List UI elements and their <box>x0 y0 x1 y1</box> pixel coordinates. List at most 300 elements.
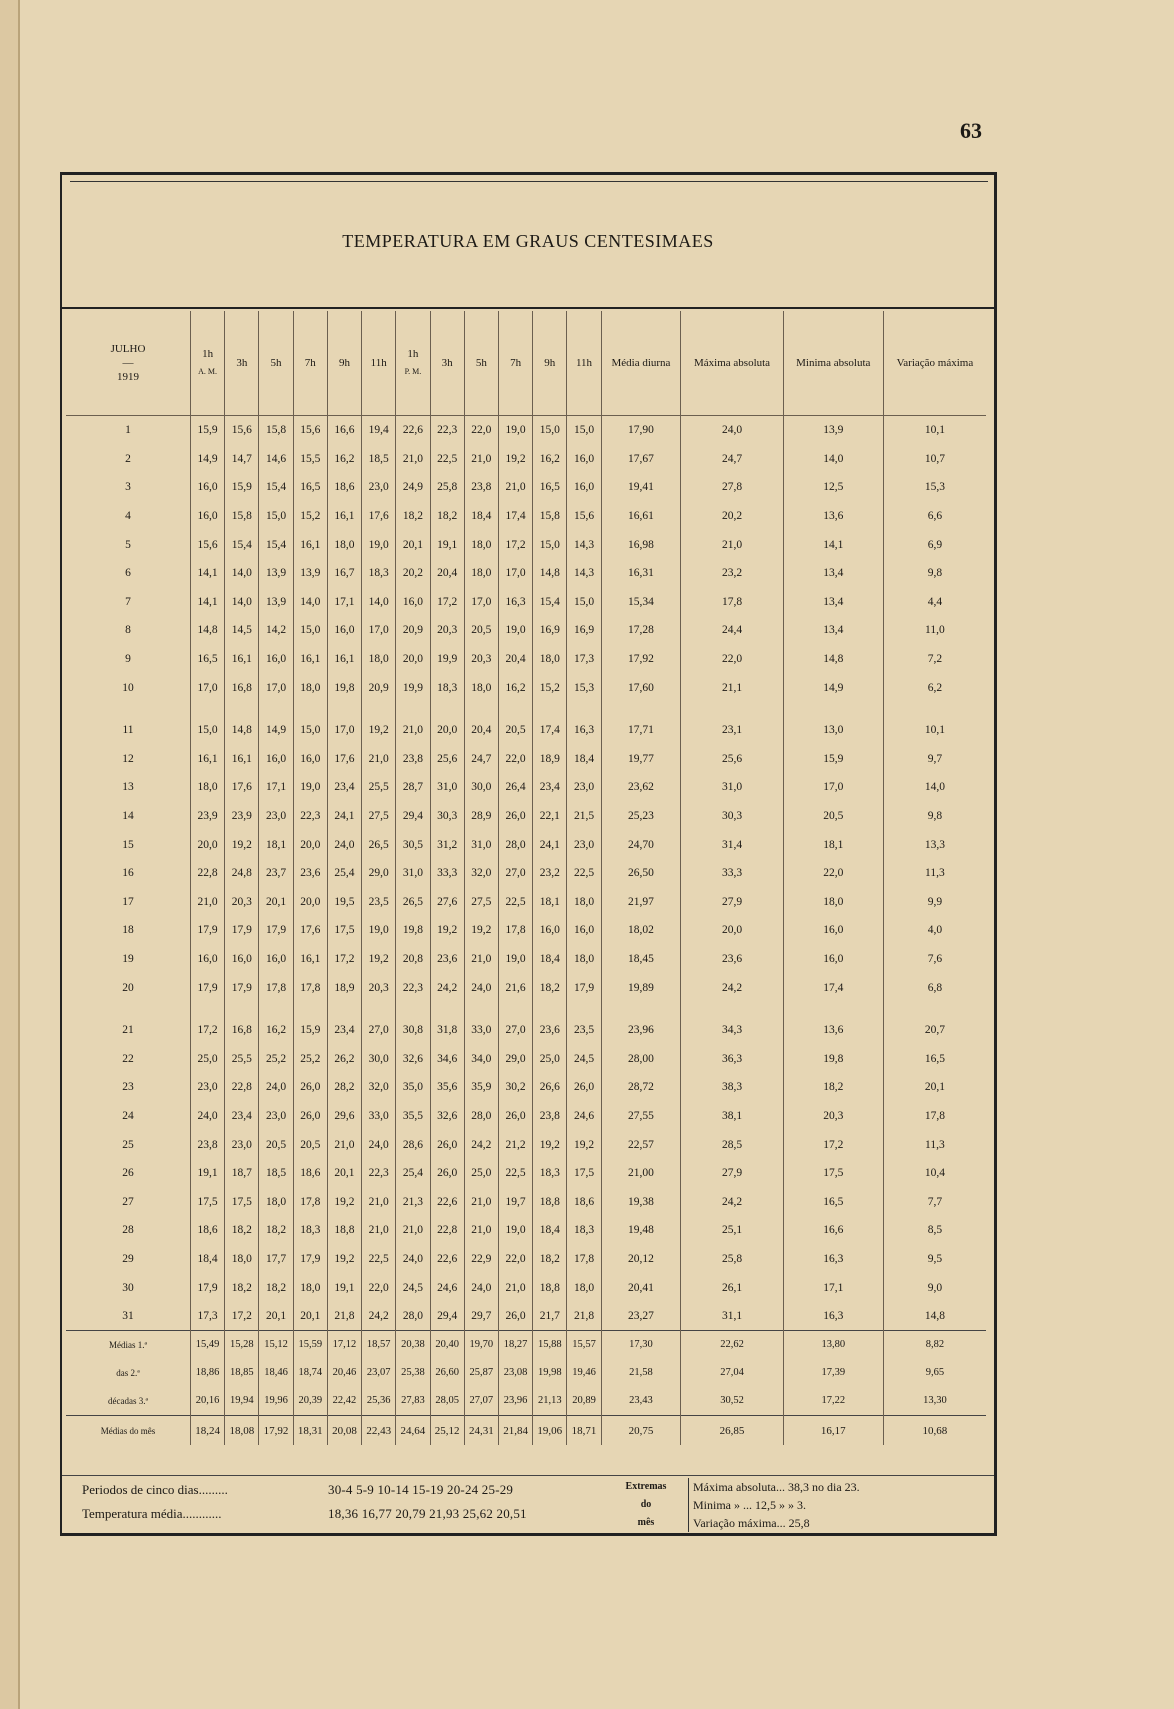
value-cell: 17,5 <box>783 1159 883 1188</box>
value-cell: 17,8 <box>293 1187 327 1216</box>
value-cell: 22,0 <box>362 1273 396 1302</box>
decade-mean-value: 17,12 <box>332 1339 357 1351</box>
value-cell: 34,6 <box>430 1044 464 1073</box>
day-cell: 21 <box>122 1024 134 1037</box>
value-cell: 17,60 <box>601 673 681 702</box>
value-cell: 21,0 <box>498 473 532 502</box>
value-cell: 20,7 <box>883 1016 986 1045</box>
table-row <box>66 1273 986 1302</box>
value-cell: 16,8 <box>225 1016 259 1045</box>
value-cell: 30,3 <box>430 802 464 831</box>
value-cell: 28,72 <box>601 1073 681 1102</box>
decade-ordinal: 1.ª <box>137 1340 147 1351</box>
hour-label: 5h <box>475 357 487 369</box>
decade-ordinal: 3.ª <box>138 1396 148 1407</box>
value-cell: 19,8 <box>396 916 430 945</box>
value-cell: 20,0 <box>681 916 783 945</box>
gap-cell <box>498 1002 532 1016</box>
value-cell: 23,8 <box>191 1130 225 1159</box>
decade-mean-value: 13,30 <box>923 1395 947 1407</box>
periods-label: Periodos de cinco dias......... <box>82 1482 228 1497</box>
day-cell: 27 <box>122 1195 134 1208</box>
value-cell: 18,1 <box>259 830 293 859</box>
value-cell: 17,9 <box>225 916 259 945</box>
value-cell: 25,0 <box>533 1044 567 1073</box>
decade-label-word: décadas <box>108 1396 137 1407</box>
decade-mean-value: 17,30 <box>629 1339 653 1351</box>
table-row <box>66 530 986 559</box>
table-title: TEMPERATURA EM GRAUS CENTESIMAES <box>342 231 714 251</box>
value-cell: 19,2 <box>430 916 464 945</box>
value-cell: 24,0 <box>327 830 361 859</box>
value-cell: 24,0 <box>362 1130 396 1159</box>
value-cell: 18,0 <box>567 945 601 974</box>
value-cell: 22,0 <box>783 859 883 888</box>
table-row <box>66 773 986 802</box>
value-cell: 20,5 <box>464 616 498 645</box>
value-cell: 15,9 <box>293 1016 327 1045</box>
value-cell: 23,62 <box>601 773 681 802</box>
value-cell: 17,9 <box>191 916 225 945</box>
value-cell: 19,77 <box>601 745 681 774</box>
value-cell: 15,3 <box>567 673 601 702</box>
decade-mean-value: 13,80 <box>821 1339 846 1351</box>
value-cell: 18,2 <box>225 1273 259 1302</box>
table-row <box>66 945 986 974</box>
gap-cell <box>362 702 396 716</box>
value-cell: 20,41 <box>601 1273 681 1302</box>
value-cell: 23,6 <box>533 1016 567 1045</box>
value-cell: 17,9 <box>191 973 225 1002</box>
decade-ordinal: 2.ª <box>130 1368 140 1379</box>
gap-cell <box>259 702 293 716</box>
gap-cell <box>601 1002 681 1016</box>
value-cell: 26,5 <box>396 888 430 917</box>
decade-mean-cell <box>225 1331 259 1416</box>
value-cell: 15,9 <box>225 473 259 502</box>
title-box <box>62 175 994 309</box>
value-cell: 19,89 <box>601 973 681 1002</box>
value-cell: 24,0 <box>191 1102 225 1131</box>
day-cell: 10 <box>122 681 134 694</box>
decade-mean-value: 19,46 <box>572 1367 596 1379</box>
value-cell: 23,9 <box>225 802 259 831</box>
value-cell: 19,0 <box>362 916 396 945</box>
value-cell: 17,0 <box>259 673 293 702</box>
value-cell: 21,6 <box>498 973 532 1002</box>
value-cell: 15,4 <box>259 530 293 559</box>
decade-mean-value: 15,28 <box>230 1339 254 1351</box>
value-cell: 18,4 <box>533 945 567 974</box>
extremas-label-line: Extremas <box>625 1481 667 1492</box>
value-cell: 25,4 <box>396 1159 430 1188</box>
value-cell: 25,6 <box>430 745 464 774</box>
table-row <box>66 859 986 888</box>
value-cell: 20,9 <box>362 673 396 702</box>
value-cell: 4,0 <box>883 916 986 945</box>
value-cell: 16,6 <box>783 1216 883 1245</box>
header-hour <box>464 311 498 416</box>
value-cell: 31,1 <box>681 1302 783 1331</box>
value-cell: 22,6 <box>396 416 430 445</box>
value-cell: 28,0 <box>464 1102 498 1131</box>
gap-cell <box>533 1002 567 1016</box>
value-cell: 21,0 <box>396 445 430 474</box>
value-cell: 11,0 <box>883 616 986 645</box>
value-cell: 10,4 <box>883 1159 986 1188</box>
value-cell: 21,0 <box>464 445 498 474</box>
value-cell: 22,9 <box>464 1245 498 1274</box>
value-cell: 18,9 <box>533 745 567 774</box>
value-cell: 16,0 <box>783 945 883 974</box>
decade-means-label <box>66 1331 191 1416</box>
table-row <box>66 1130 986 1159</box>
value-cell: 20,4 <box>498 645 532 674</box>
decade-label-line <box>66 1387 190 1415</box>
decade-mean-value: 18,74 <box>298 1367 323 1379</box>
value-cell: 28,9 <box>464 802 498 831</box>
value-cell: 16,5 <box>883 1044 986 1073</box>
value-cell: 20,1 <box>396 530 430 559</box>
value-cell: 18,9 <box>327 973 361 1002</box>
value-cell: 18,2 <box>259 1273 293 1302</box>
day-cell: 20 <box>122 981 134 994</box>
value-cell: 38,3 <box>681 1073 783 1102</box>
day-cell: 13 <box>122 781 134 794</box>
value-cell: 17,4 <box>498 502 532 531</box>
value-cell: 15,0 <box>259 502 293 531</box>
table-row <box>66 502 986 531</box>
decade-mean-value: 23,43 <box>629 1395 653 1407</box>
value-cell: 16,31 <box>601 559 681 588</box>
value-cell: 17,8 <box>681 588 783 617</box>
value-cell: 26,0 <box>430 1159 464 1188</box>
value-cell: 18,4 <box>191 1245 225 1274</box>
gap-cell <box>533 702 567 716</box>
value-cell: 27,0 <box>362 1016 396 1045</box>
value-cell: 15,2 <box>533 673 567 702</box>
value-cell: 19,2 <box>362 716 396 745</box>
value-cell: 17,0 <box>498 559 532 588</box>
header-hour <box>430 311 464 416</box>
value-cell: 17,4 <box>783 973 883 1002</box>
value-cell: 29,0 <box>498 1044 532 1073</box>
value-cell: 16,98 <box>601 530 681 559</box>
day-cell: 16 <box>122 867 134 880</box>
day-cell: 11 <box>122 724 134 737</box>
value-cell: 17,6 <box>293 916 327 945</box>
value-cell: 26,0 <box>430 1130 464 1159</box>
value-cell: 27,0 <box>498 1016 532 1045</box>
table-row <box>66 1016 986 1045</box>
value-cell: 14,9 <box>783 673 883 702</box>
value-cell: 17,5 <box>191 1187 225 1216</box>
decade-mean-value: 19,70 <box>469 1339 494 1351</box>
value-cell: 22,5 <box>498 1159 532 1188</box>
value-cell: 7,6 <box>883 945 986 974</box>
month-mean-cell: 18,31 <box>293 1416 327 1445</box>
table-row <box>66 1159 986 1188</box>
value-cell: 30,3 <box>681 802 783 831</box>
value-cell: 16,0 <box>783 916 883 945</box>
value-cell: 17,4 <box>533 716 567 745</box>
value-cell: 20,1 <box>259 888 293 917</box>
value-cell: 17,8 <box>259 973 293 1002</box>
value-cell: 31,0 <box>464 830 498 859</box>
decade-mean-value: 20,89 <box>572 1395 596 1407</box>
gap-cell <box>191 1002 225 1016</box>
value-cell: 10,1 <box>883 716 986 745</box>
day-cell: 12 <box>122 752 134 765</box>
hour-label: 1h <box>407 348 419 360</box>
value-cell: 28,0 <box>498 830 532 859</box>
value-cell: 15,8 <box>533 502 567 531</box>
decade-mean-value: 15,12 <box>264 1339 288 1351</box>
value-cell: 24,1 <box>327 802 361 831</box>
month-mean-cell: 24,64 <box>396 1416 430 1445</box>
decade-mean-cell <box>293 1331 327 1416</box>
value-cell: 23,2 <box>533 859 567 888</box>
month-mean-label: Médias do mês <box>66 1416 191 1445</box>
hour-label: 7h <box>510 357 522 369</box>
value-cell: 25,23 <box>601 802 681 831</box>
day-cell: 3 <box>125 481 131 494</box>
decade-mean-cell <box>259 1331 293 1416</box>
gap-cell <box>430 702 464 716</box>
value-cell: 24,6 <box>430 1273 464 1302</box>
header-hour <box>259 311 293 416</box>
value-cell: 7,7 <box>883 1187 986 1216</box>
value-cell: 33,3 <box>430 859 464 888</box>
value-cell: 19,0 <box>498 945 532 974</box>
value-cell: 23,4 <box>327 773 361 802</box>
value-cell: 24,6 <box>567 1102 601 1131</box>
day-cell: 30 <box>122 1281 134 1294</box>
value-cell: 23,0 <box>259 1102 293 1131</box>
value-cell: 16,1 <box>191 745 225 774</box>
value-cell: 27,5 <box>362 802 396 831</box>
temp-values: 18,36 16,77 20,79 21,93 25,62 20,51 <box>328 1506 527 1521</box>
hour-label: 1h <box>202 348 214 360</box>
value-cell: 11,3 <box>883 1130 986 1159</box>
value-cell: 19,9 <box>430 645 464 674</box>
value-cell: 23,8 <box>533 1102 567 1131</box>
table-row <box>66 588 986 617</box>
value-cell: 16,1 <box>327 502 361 531</box>
value-cell: 18,6 <box>293 1159 327 1188</box>
value-cell: 36,3 <box>681 1044 783 1073</box>
value-cell: 35,6 <box>430 1073 464 1102</box>
hour-label: 11h <box>370 357 387 369</box>
header-year: 1919 <box>117 371 139 383</box>
value-cell: 16,0 <box>259 945 293 974</box>
decade-label-line <box>66 1359 190 1387</box>
value-cell: 17,67 <box>601 445 681 474</box>
value-cell: 14,8 <box>883 1302 986 1331</box>
value-cell: 18,2 <box>396 502 430 531</box>
value-cell: 29,4 <box>430 1302 464 1331</box>
value-cell: 18,5 <box>259 1159 293 1188</box>
decade-mean-value: 21,58 <box>629 1367 653 1379</box>
value-cell: 24,5 <box>567 1044 601 1073</box>
hour-label: 9h <box>544 357 556 369</box>
month-mean-cell: 18,71 <box>567 1416 601 1445</box>
value-cell: 17,1 <box>259 773 293 802</box>
value-cell: 23,1 <box>681 716 783 745</box>
value-cell: 30,0 <box>362 1044 396 1073</box>
value-cell: 19,1 <box>430 530 464 559</box>
value-cell: 24,7 <box>464 745 498 774</box>
value-cell: 22,0 <box>681 645 783 674</box>
value-cell: 23,27 <box>601 1302 681 1331</box>
value-cell: 14,8 <box>533 559 567 588</box>
value-cell: 19,38 <box>601 1187 681 1216</box>
value-cell: 24,7 <box>681 445 783 474</box>
value-cell: 28,6 <box>396 1130 430 1159</box>
value-cell: 14,0 <box>225 588 259 617</box>
decade-mean-cell <box>327 1331 361 1416</box>
value-cell: 21,0 <box>362 745 396 774</box>
value-cell: 14,3 <box>567 530 601 559</box>
value-cell: 19,8 <box>783 1044 883 1073</box>
day-cell: 19 <box>122 952 134 965</box>
am-label: A. M. <box>198 367 218 376</box>
value-cell: 19,41 <box>601 473 681 502</box>
gap-cell <box>783 702 883 716</box>
month-mean-cell: 17,92 <box>259 1416 293 1445</box>
day-cell: 4 <box>125 510 131 523</box>
value-cell: 25,2 <box>259 1044 293 1073</box>
extremas-label-line: mês <box>637 1517 655 1528</box>
hour-label: 3h <box>441 357 453 369</box>
value-cell: 18,0 <box>464 559 498 588</box>
value-cell: 14,0 <box>783 445 883 474</box>
value-cell: 16,0 <box>396 588 430 617</box>
value-cell: 34,3 <box>681 1016 783 1045</box>
value-cell: 17,2 <box>430 588 464 617</box>
value-cell: 31,0 <box>396 859 430 888</box>
value-cell: 16,1 <box>225 645 259 674</box>
table-row <box>66 888 986 917</box>
decade-mean-value: 20,40 <box>435 1339 459 1351</box>
value-cell: 17,3 <box>191 1302 225 1331</box>
value-cell: 7,2 <box>883 645 986 674</box>
decade-mean-value: 15,59 <box>298 1339 323 1351</box>
value-cell: 28,0 <box>396 1302 430 1331</box>
value-cell: 17,0 <box>191 673 225 702</box>
value-cell: 21,7 <box>533 1302 567 1331</box>
decade-mean-value: 26,60 <box>435 1367 459 1379</box>
value-cell: 17,2 <box>327 945 361 974</box>
day-cell: 15 <box>122 838 134 851</box>
value-cell: 17,9 <box>567 973 601 1002</box>
value-cell: 22,5 <box>430 445 464 474</box>
value-cell: 8,5 <box>883 1216 986 1245</box>
value-cell: 38,1 <box>681 1102 783 1131</box>
value-cell: 33,0 <box>464 1016 498 1045</box>
periods-values: 30-4 5-9 10-14 15-19 20-24 25-29 <box>328 1482 514 1497</box>
day-cell: 26 <box>122 1167 134 1180</box>
value-cell: 20,1 <box>327 1159 361 1188</box>
month-mean-cell: 18,24 <box>191 1416 225 1445</box>
value-cell: 23,0 <box>362 473 396 502</box>
value-cell: 17,9 <box>259 916 293 945</box>
decade-mean-cell <box>681 1331 783 1416</box>
value-cell: 25,6 <box>681 745 783 774</box>
decade-mean-value: 17,22 <box>821 1395 846 1407</box>
value-cell: 9,7 <box>883 745 986 774</box>
value-cell: 17,6 <box>225 773 259 802</box>
header-hour <box>293 311 327 416</box>
value-cell: 28,2 <box>327 1073 361 1102</box>
value-cell: 16,0 <box>191 473 225 502</box>
value-cell: 18,6 <box>567 1187 601 1216</box>
day-cell: 7 <box>125 595 131 608</box>
value-cell: 15,9 <box>783 745 883 774</box>
value-cell: 20,1 <box>293 1302 327 1331</box>
value-cell: 20,3 <box>362 973 396 1002</box>
value-cell: 20,1 <box>259 1302 293 1331</box>
value-cell: 15,3 <box>883 473 986 502</box>
value-cell: 17,2 <box>225 1302 259 1331</box>
gap-cell <box>396 702 430 716</box>
value-cell: 23,4 <box>327 1016 361 1045</box>
table-row <box>66 1102 986 1131</box>
value-cell: 23,5 <box>362 888 396 917</box>
value-cell: 18,0 <box>567 1273 601 1302</box>
value-cell: 22,0 <box>498 1245 532 1274</box>
value-cell: 24,0 <box>259 1073 293 1102</box>
page <box>18 0 1174 1709</box>
value-cell: 18,8 <box>533 1273 567 1302</box>
hour-label: 5h <box>270 357 282 369</box>
day-cell: 17 <box>122 895 134 908</box>
table-row <box>66 645 986 674</box>
decade-mean-value: 20,39 <box>298 1395 323 1407</box>
value-cell: 16,1 <box>293 945 327 974</box>
value-cell: 22,5 <box>567 859 601 888</box>
value-cell: 24,2 <box>430 973 464 1002</box>
value-cell: 14,9 <box>191 445 225 474</box>
value-cell: 23,6 <box>430 945 464 974</box>
value-cell: 26,0 <box>293 1102 327 1131</box>
value-cell: 19,2 <box>327 1187 361 1216</box>
month-mean-cell: 24,31 <box>464 1416 498 1445</box>
month-mean-cell: 20,75 <box>601 1416 681 1445</box>
value-cell: 30,8 <box>396 1016 430 1045</box>
gap-cell <box>883 1002 986 1016</box>
decade-mean-value: 25,87 <box>469 1367 494 1379</box>
value-cell: 16,5 <box>293 473 327 502</box>
gap-cell <box>396 1002 430 1016</box>
value-cell: 20,2 <box>396 559 430 588</box>
decade-mean-value: 9,65 <box>925 1367 945 1379</box>
gap-cell <box>293 702 327 716</box>
value-cell: 20,4 <box>430 559 464 588</box>
extremas-line: Minima » ... 12,5 » » 3. <box>693 1498 806 1512</box>
value-cell: 26,0 <box>498 1302 532 1331</box>
value-cell: 16,8 <box>225 673 259 702</box>
hour-label: 11h <box>575 357 593 369</box>
value-cell: 19,2 <box>498 445 532 474</box>
decade-mean-value: 18,85 <box>230 1367 254 1379</box>
value-cell: 28,5 <box>681 1130 783 1159</box>
header-minima-absoluta: Minima absoluta <box>783 311 883 416</box>
month-mean-row <box>66 1416 986 1445</box>
value-cell: 15,0 <box>293 716 327 745</box>
decade-mean-value: 27,04 <box>720 1367 744 1379</box>
decade-mean-value: 18,86 <box>195 1367 220 1379</box>
